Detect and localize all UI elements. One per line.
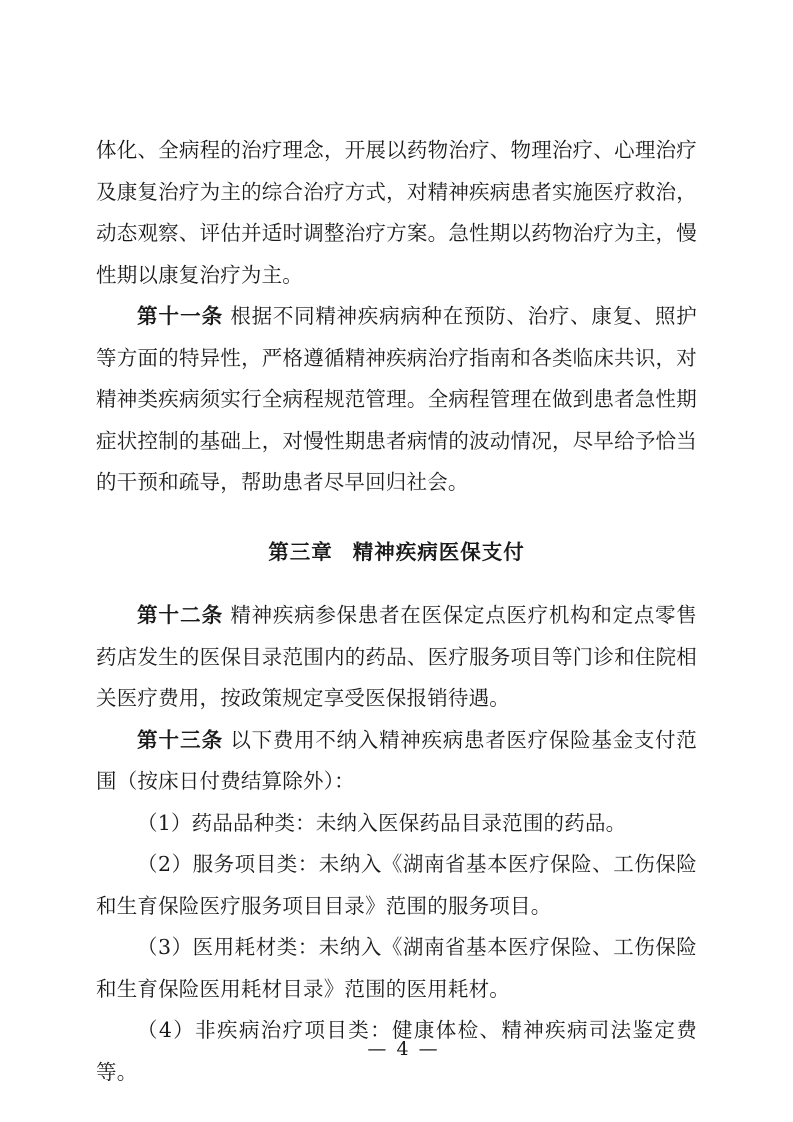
paragraph-text: 根据不同精神疾病病种在预防、治疗、康复、照护等方面的特异性，严格遵循精神疾病治疗指南和各类临床共识，对精神类疾病须实行全病程规范管理。全病程管理在做到患者急性期症状控制的基础上，对慢性期患者病情的波动情况，尽早给予恰当的干预和疏导，帮助患者尽早回归社会。 [96,304,697,494]
chapter-heading [96,532,697,574]
list-item-text: （2）服务项目类：未纳入《湖南省基本医疗保险、工伤保险和生育保险医疗服务项目目录》范围的服务项目。 [96,852,697,918]
paragraph-text: 以下费用不纳入精神疾病患者医疗保险基金支付范围（按床日付费结算除外）： [96,727,697,793]
article-label: 第十一条 [137,304,224,328]
chapter-number: 第三章 [268,539,333,564]
list-item-1 [96,803,697,845]
paragraph-article-13 [96,720,697,803]
paragraph-article-11 [96,296,697,504]
list-item-text: （3）医用耗材类：未纳入《湖南省基本医疗保险、工伤保险和生育保险医用耗材目录》范围的医用耗材。 [96,935,697,1001]
article-label: 第十二条 [137,603,224,627]
document-body [96,130,697,1093]
page-number [0,1038,793,1060]
list-item-2 [96,844,697,927]
list-item-text: （4）非疾病治疗项目类：健康体检、精神疾病司法鉴定费等。 [96,1018,697,1084]
article-label: 第十三条 [137,727,224,752]
list-item-3 [96,927,697,1010]
list-item-text: （1）药品品种类：未纳入医保药品目录范围的药品。 [137,810,627,835]
paragraph-text: 精神疾病参保患者在医保定点医疗机构和定点零售药店发生的医保目录范围内的药品、医疗服务项目等门诊和住院相关医疗费用，按政策规定享受医保报销待遇。 [96,603,697,710]
paragraph-article-12 [96,595,697,720]
page-number-text: — 4 — [367,1038,440,1060]
paragraph-text: 体化、全病程的治疗理念，开展以药物治疗、物理治疗、心理治疗及康复治疗为主的综合治疗方式，对精神疾病患者实施医疗救治，动态观察、评估并适时调整治疗方案。急性期以药物治疗为主，慢性期以康复治疗为主。 [96,138,697,287]
paragraph-continued [96,130,697,296]
chapter-title: 精神疾病医保支付 [352,539,525,564]
